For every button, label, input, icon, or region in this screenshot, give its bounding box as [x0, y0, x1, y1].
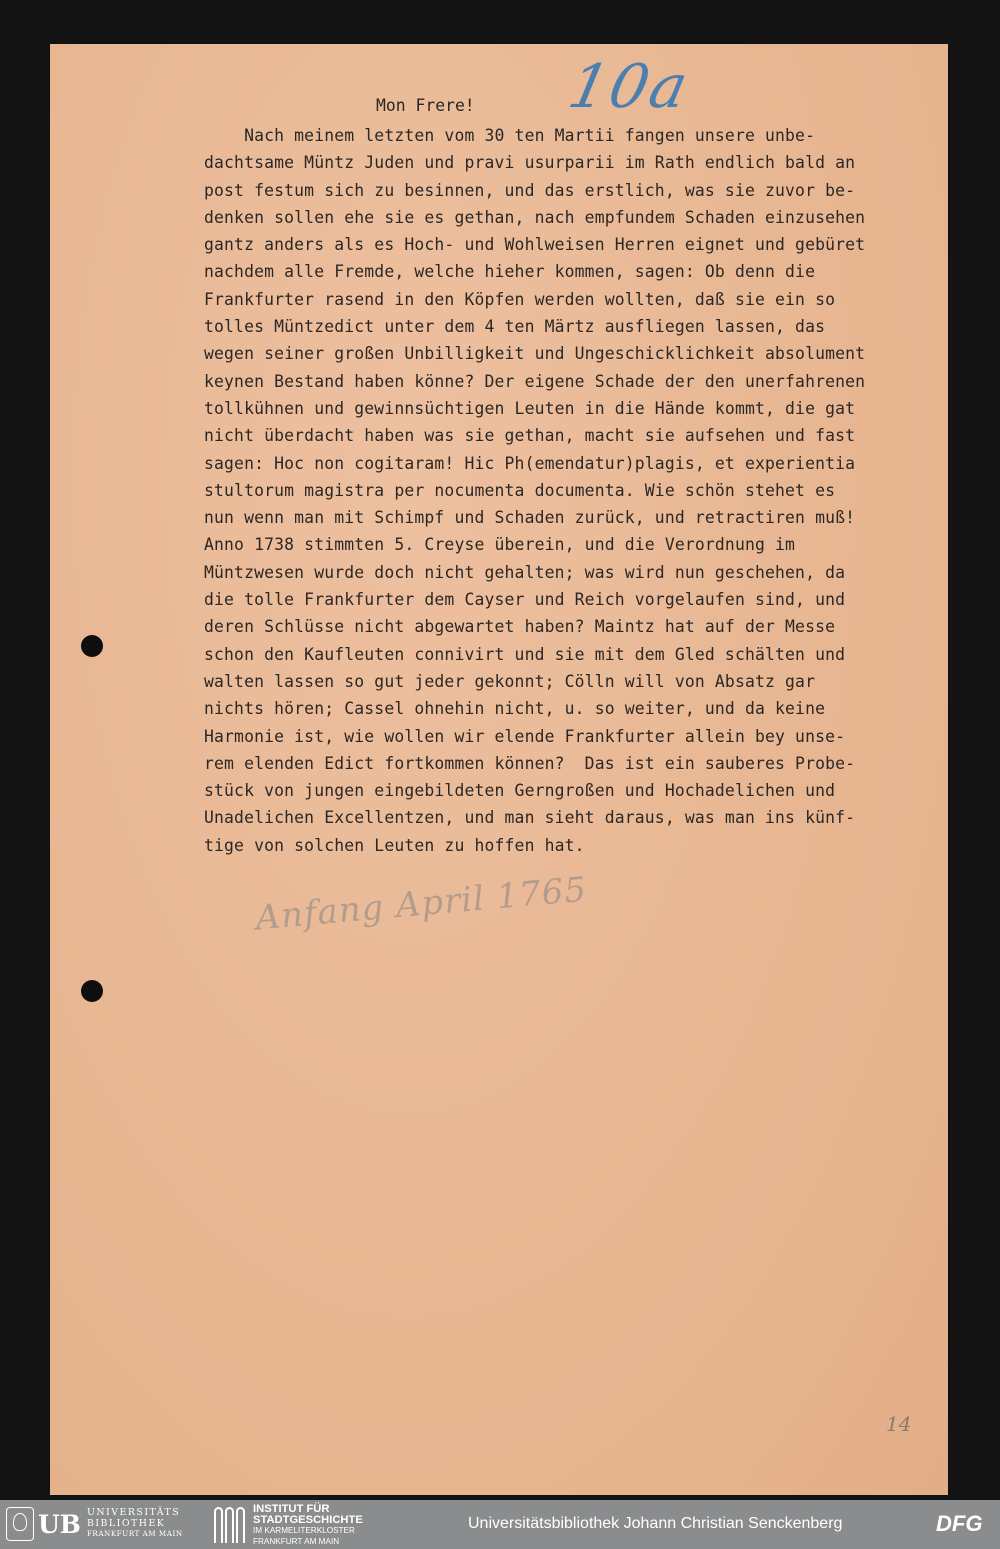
letter-line: deren Schlüsse nicht abgewartet haben? Maintz hat auf der Messe	[204, 617, 836, 637]
letter-line: keynen Bestand haben könne? Der eigene Schade der den unerfahrenen	[204, 371, 866, 391]
punch-hole	[81, 635, 103, 657]
portrait-icon	[6, 1507, 34, 1541]
institute-logo[interactable]	[214, 1505, 363, 1545]
institute-line: IM KARMELITERKLOSTER	[253, 1526, 355, 1535]
letter-line: rem elenden Edict fortkommen können? Das ist ein sauberes Probe-	[204, 753, 856, 773]
dfg-logo[interactable]: DFG	[936, 1511, 983, 1536]
letter-line: dachtsame Müntz Juden und pravi usurparii im Rath endlich bald an	[204, 153, 856, 173]
arches-icon	[214, 1507, 245, 1543]
letter-line: wegen seiner großen Unbilligkeit und Ungeschicklichkeit absolument	[204, 344, 866, 364]
document-page	[50, 44, 948, 1495]
letter-line: Müntzwesen wurde doch nicht gehalten; was wird nun geschehen, da	[204, 562, 846, 582]
library-name: Universitätsbibliothek Johann Christian Senckenberg	[468, 1515, 843, 1532]
letter-line: gantz anders als es Hoch- und Wohlweisen Herren eignet und gebüret	[204, 235, 866, 255]
letter-line: tollkühnen und gewinnsüchtigen Leuten in die Hände kommt, die gat	[204, 398, 856, 418]
ub-line: UNIVERSITÄTS	[86, 1507, 181, 1519]
letter-line: die tolle Frankfurter dem Cayser und Reich vorgelaufen sind, und	[204, 590, 846, 610]
institute-line: FRANKFURT AM MAIN	[253, 1536, 340, 1546]
letter-line: nun wenn man mit Schimpf und Schaden zurück, und retractiren muß!	[204, 508, 856, 528]
university-library-logo[interactable]	[6, 1506, 183, 1542]
letter-line: sagen: Hoc non cogitaram! Hic Ph(emendatur)plagis, et experientia	[204, 453, 856, 473]
date-annotation: Anfang April 1765	[253, 869, 589, 939]
letter-line: stultorum magistra per nocumenta documenta. Wie schön stehet es	[204, 480, 836, 500]
letter-line: nicht überdacht haben was sie gethan, macht sie aufsehen und fast	[204, 426, 856, 446]
punch-hole	[81, 980, 103, 1002]
letter-line: walten lassen so gut jeder gekonnt; Cölln will von Absatz gar	[204, 671, 816, 691]
letter-line: schon den Kaufleuten connivirt und sie mit dem Gled schälten und	[204, 644, 846, 664]
footer-bar	[0, 1500, 1000, 1549]
ub-logo-text	[87, 1508, 183, 1540]
folio-number: 14	[886, 1412, 912, 1436]
letter-body	[204, 122, 954, 859]
page-number-annotation: 10a	[562, 52, 696, 122]
letter-line: post festum sich zu besinnen, und das erstlich, was sie zuvor be-	[204, 180, 856, 200]
letter-line: nachdem alle Fremde, welche hieher kommen, sagen: Ob denn die	[204, 262, 816, 282]
letter-greeting: Mon Frere!	[376, 96, 475, 115]
letter-line: nichts hören; Cassel ohnehin nicht, u. so weiter, und da keine	[204, 699, 826, 719]
institute-line: INSTITUT FÜR	[253, 1503, 330, 1515]
ub-abbreviation: UB	[38, 1509, 81, 1539]
letter-line: tolles Müntzedict unter dem 4 ten Märtz ausfliegen lassen, das	[204, 317, 826, 337]
letter-line: Anno 1738 stimmten 5. Creyse überein, und die Verordnung im	[204, 535, 796, 555]
letter-line: denken sollen ehe sie es gethan, nach empfundem Schaden einzusehen	[204, 207, 866, 227]
letter-line: Nach meinem letzten vom 30 ten Martii fangen unsere unbe-	[204, 126, 816, 145]
ub-line: BIBLIOTHEK	[86, 1517, 166, 1529]
institute-line: STADTGESCHICHTE	[253, 1513, 363, 1526]
institute-logo-text	[253, 1504, 363, 1546]
ub-line: FRANKFURT AM MAIN	[86, 1529, 183, 1539]
letter-line: tige von solchen Leuten zu hoffen hat.	[204, 835, 585, 855]
letter-line: Unadelichen Excellentzen, und man sieht daraus, was man ins künf-	[204, 808, 856, 828]
letter-line: Harmonie ist, wie wollen wir elende Frankfurter allein bey unse-	[204, 726, 846, 746]
letter-line: stück von jungen eingebildeten Gerngroßen und Hochadelichen und	[204, 781, 836, 801]
letter-line: Frankfurter rasend in den Köpfen werden wollten, daß sie ein so	[204, 289, 836, 309]
